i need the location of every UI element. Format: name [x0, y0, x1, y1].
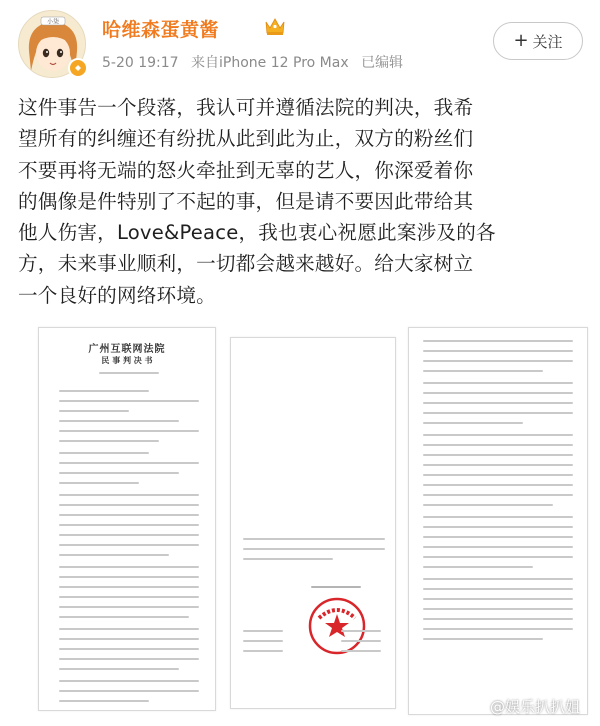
- court-name: 广州互联网法院: [88, 344, 166, 355]
- crown-icon[interactable]: [264, 16, 286, 36]
- post-meta: [102, 52, 411, 72]
- author-avatar[interactable]: [18, 10, 86, 78]
- author-name[interactable]: 哈维森蛋黄酱: [102, 19, 220, 41]
- post-line: 一个良好的网络环境。: [18, 283, 216, 307]
- edited-label[interactable]: 已编辑: [361, 55, 404, 71]
- post-line: 的偶像是件特别了不起的事，但是请不要因此带给其: [18, 189, 474, 213]
- plus-icon: +: [513, 30, 529, 51]
- watermark: [468, 696, 580, 717]
- verified-badge-icon: [68, 58, 88, 78]
- judgment-page-2-image[interactable]: [408, 327, 588, 715]
- weibo-logo-icon: [468, 699, 486, 714]
- post-line: 方，未来事业顺利，一切都会越来越好。给大家树立: [18, 252, 474, 276]
- post-line: 他人伤害，Love&Peace，我也衷心祝愿此案涉及的各: [18, 221, 496, 245]
- follow-button-label: 关注: [532, 32, 563, 51]
- avatar-tag: 小柒: [46, 18, 60, 26]
- post-body: [18, 92, 586, 311]
- watermark-text: @娱乐扒扒姐: [489, 698, 580, 716]
- attached-images: [14, 325, 588, 721]
- judgment-signature-page-image[interactable]: [230, 337, 396, 709]
- post-header: [0, 0, 600, 90]
- post-line: 不要再将无端的怒火牵扯到无辜的艺人，你深爱着你: [18, 158, 474, 182]
- post-line: 望所有的纠缠还有纷扰从此到此为止，双方的粉丝们: [18, 127, 474, 151]
- judgment-page-1-image[interactable]: [38, 327, 216, 711]
- court-seal-icon: [307, 596, 367, 656]
- post-source[interactable]: 来自iPhone 12 Pro Max: [191, 55, 349, 71]
- follow-button[interactable]: [493, 22, 583, 60]
- post-time: 5-20 19:17: [102, 55, 179, 71]
- document-type: 民 事 判 决 书: [101, 355, 153, 365]
- post-line: 这件事告一个段落，我认可并遵循法院的判决，我希: [18, 96, 474, 119]
